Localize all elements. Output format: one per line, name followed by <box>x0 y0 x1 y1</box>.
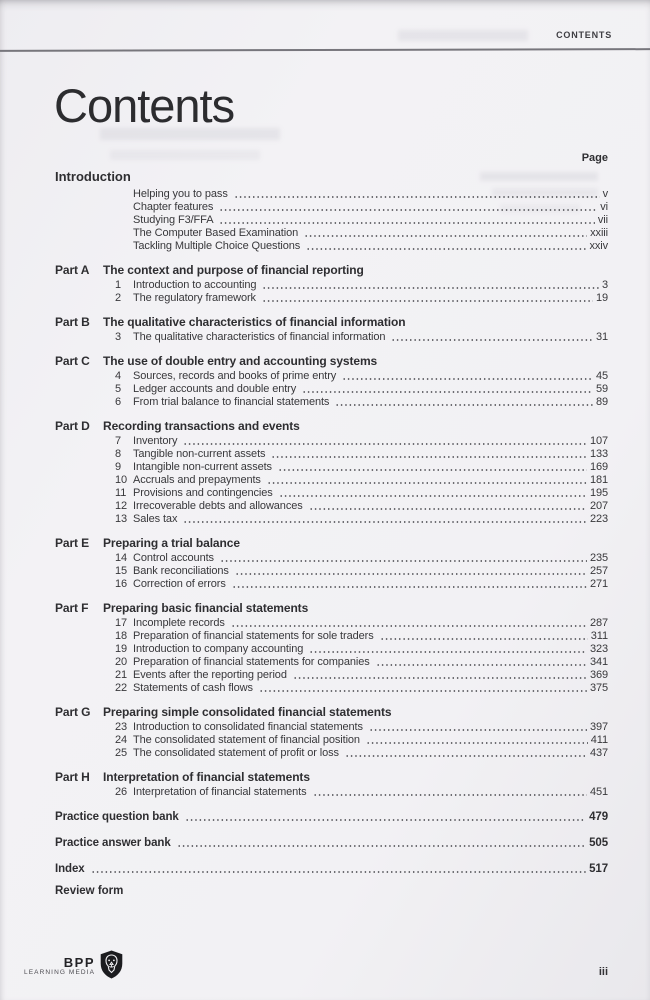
chapter-page: 45 <box>595 370 608 382</box>
introduction-heading: Introduction <box>55 169 131 184</box>
toc-entry-page: xxiv <box>589 240 608 252</box>
chapter-page: 257 <box>589 565 608 577</box>
part-heading <box>55 315 608 329</box>
part-label: Part A <box>55 263 90 277</box>
chapter-title: Tangible non-current assets <box>133 448 266 460</box>
part-heading <box>55 536 608 550</box>
part-label: Part E <box>55 536 90 550</box>
dot-leader <box>231 578 587 591</box>
part-title: The qualitative characteristics of financial information <box>103 315 406 329</box>
chapter-number: 12 <box>115 500 128 512</box>
chapter-page: 223 <box>589 513 608 525</box>
dot-leader <box>365 734 588 747</box>
chapter-page: 369 <box>589 669 608 681</box>
dot-leader <box>368 721 587 734</box>
chapter-title: The consolidated statement of profit or loss <box>133 747 339 759</box>
chapter-title: Control accounts <box>133 552 214 564</box>
part-section-g <box>55 705 608 760</box>
back-matter-entry <box>55 811 608 824</box>
chapter-page: 59 <box>595 383 608 395</box>
part-title: Recording transactions and events <box>103 419 300 433</box>
page-title: Contents <box>54 79 235 132</box>
review-form-entry: Review form <box>55 885 124 897</box>
dot-leader <box>305 240 586 253</box>
part-label: Part B <box>55 315 90 329</box>
dot-leader <box>182 435 587 448</box>
toc-entry-title: Helping you to pass <box>133 188 228 200</box>
dot-leader <box>308 500 587 513</box>
dot-leader <box>308 643 587 656</box>
chapter-entry <box>55 513 608 526</box>
dot-leader <box>261 292 593 305</box>
back-matter-page: 517 <box>589 863 608 875</box>
chapter-title: Intangible non-current assets <box>133 461 272 473</box>
toc-entry <box>55 201 608 214</box>
chapter-entry <box>55 370 608 383</box>
toc-entry-title: The Computer Based Examination <box>133 227 299 239</box>
chapter-title: Preparation of financial statements for sole traders <box>133 630 374 642</box>
chapter-page: 181 <box>589 474 608 486</box>
part-label: Part C <box>55 354 90 368</box>
part-heading <box>55 419 608 433</box>
chapter-page: 107 <box>589 435 608 447</box>
dot-leader <box>176 837 586 850</box>
chapter-page: 411 <box>590 734 608 746</box>
part-section-c <box>55 354 608 409</box>
chapter-number: 19 <box>115 643 128 655</box>
chapter-page: 133 <box>589 448 608 460</box>
chapter-title: Accruals and prepayments <box>133 474 261 486</box>
chapter-number: 2 <box>115 292 122 304</box>
chapter-title: Introduction to consolidated financial statements <box>133 721 363 733</box>
dot-leader <box>90 863 587 876</box>
dot-leader <box>219 552 587 565</box>
dot-leader <box>230 617 587 630</box>
toc-entry <box>55 240 608 253</box>
part-section-b <box>55 315 608 344</box>
chapter-page: 287 <box>589 617 608 629</box>
chapter-page: 271 <box>589 578 608 590</box>
dot-leader <box>390 331 593 344</box>
chapter-number: 16 <box>115 578 128 590</box>
toc-entry-page: v <box>602 188 608 200</box>
chapter-number: 8 <box>115 448 122 460</box>
chapter-entry <box>55 552 608 565</box>
toc-entry <box>55 227 608 240</box>
bpp-learning-media-logo <box>24 950 123 984</box>
toc-entry-title: Studying F3/FFA <box>133 214 214 226</box>
chapter-title: Preparation of financial statements for companies <box>133 656 370 668</box>
chapter-entry <box>55 617 608 630</box>
dot-leader <box>218 201 597 214</box>
chapter-number: 22 <box>115 682 128 694</box>
chapter-number: 1 <box>115 279 122 291</box>
chapter-page: 323 <box>589 643 608 655</box>
part-heading <box>55 263 608 277</box>
back-matter-entry <box>55 863 608 876</box>
chapter-title: The consolidated statement of financial position <box>133 734 360 746</box>
chapter-title: Provisions and contingencies <box>133 487 273 499</box>
back-matter-title: Practice answer bank <box>55 837 171 849</box>
chapter-title: The qualitative characteristics of financial information <box>133 331 386 343</box>
chapter-page: 3 <box>601 279 608 291</box>
dot-leader <box>379 630 588 643</box>
dot-leader <box>277 461 587 474</box>
part-section-d <box>55 419 608 526</box>
chapter-entry <box>55 461 608 474</box>
part-section-f <box>55 601 608 695</box>
back-matter-title: Index <box>55 863 85 875</box>
toc-entry <box>55 188 608 201</box>
part-title: Preparing simple consolidated financial statements <box>103 705 392 719</box>
chapter-entry <box>55 396 608 409</box>
table-of-contents <box>55 170 608 897</box>
chapter-entry <box>55 279 608 292</box>
chapter-page: 341 <box>589 656 608 668</box>
chapter-page: 437 <box>589 747 608 759</box>
chapter-entry <box>55 292 608 305</box>
back-matter-entry <box>55 837 608 850</box>
chapter-page: 19 <box>595 292 608 304</box>
chapter-page: 207 <box>589 500 608 512</box>
toc-entry-page: vii <box>597 214 608 226</box>
chapter-entry <box>55 331 608 344</box>
chapter-title: Statements of cash flows <box>133 682 253 694</box>
dot-leader <box>218 214 594 227</box>
dot-leader <box>234 565 587 578</box>
chapter-entry <box>55 383 608 396</box>
part-label: Part H <box>55 770 90 784</box>
chapter-entry <box>55 500 608 513</box>
chapter-number: 24 <box>115 734 128 746</box>
chapter-entry <box>55 786 608 799</box>
part-section-e <box>55 536 608 591</box>
part-heading <box>55 354 608 368</box>
chapter-number: 23 <box>115 721 128 733</box>
dot-leader <box>292 669 587 682</box>
chapter-entry <box>55 682 608 695</box>
part-title: Interpretation of financial statements <box>103 770 310 784</box>
chapter-entry <box>55 747 608 760</box>
part-label: Part G <box>55 705 91 719</box>
dot-leader <box>182 513 587 526</box>
header-rule <box>0 48 650 51</box>
chapter-title: Events after the reporting period <box>133 669 287 681</box>
dot-leader <box>301 383 593 396</box>
dot-leader <box>375 656 587 669</box>
chapter-title: The regulatory framework <box>133 292 256 304</box>
chapter-title: Sales tax <box>133 513 178 525</box>
back-matter-page: 479 <box>589 811 608 823</box>
chapter-number: 5 <box>115 383 122 395</box>
part-title: Preparing a trial balance <box>103 536 240 550</box>
chapter-title: Introduction to accounting <box>133 279 257 291</box>
part-title: Preparing basic financial statements <box>103 601 309 615</box>
chapter-title: Incomplete records <box>133 617 225 629</box>
part-label: Part D <box>55 419 90 433</box>
chapter-title: From trial balance to financial statements <box>133 396 330 408</box>
chapter-page: 195 <box>589 487 608 499</box>
chapter-title: Ledger accounts and double entry <box>133 383 297 395</box>
chapter-entry <box>55 630 608 643</box>
chapter-entry <box>55 448 608 461</box>
chapter-page: 169 <box>589 461 608 473</box>
chapter-title: Correction of errors <box>133 578 226 590</box>
dot-leader <box>341 370 593 383</box>
chapter-number: 10 <box>115 474 128 486</box>
toc-entry-title: Tackling Multiple Choice Questions <box>133 240 301 252</box>
chapter-number: 13 <box>115 513 128 525</box>
dot-leader <box>270 448 587 461</box>
part-title: The use of double entry and accounting systems <box>103 354 378 368</box>
chapter-entry <box>55 656 608 669</box>
toc-entry-page: xxiii <box>590 227 608 239</box>
running-head: CONTENTS <box>556 30 612 40</box>
back-matter <box>55 811 608 897</box>
lion-shield-icon <box>100 950 123 984</box>
part-heading <box>55 770 608 784</box>
chapter-entry <box>55 487 608 500</box>
chapter-page: 397 <box>589 721 608 733</box>
page-column-label: Page <box>581 152 608 164</box>
logo-bpp-label: BPP <box>63 955 96 970</box>
dot-leader <box>312 786 587 799</box>
chapter-number: 3 <box>115 331 122 343</box>
chapter-entry <box>55 474 608 487</box>
dot-leader <box>184 811 586 824</box>
chapter-title: Bank reconciliations <box>133 565 229 577</box>
chapter-title: Sources, records and books of prime entry <box>133 370 337 382</box>
chapter-entry <box>55 734 608 747</box>
page-number: iii <box>598 966 608 978</box>
introduction-items <box>55 188 608 253</box>
part-label: Part F <box>55 601 89 615</box>
back-matter-title: Practice question bank <box>55 811 179 823</box>
part-heading <box>55 601 608 615</box>
dot-leader <box>344 747 587 760</box>
chapter-number: 25 <box>115 747 128 759</box>
dot-leader <box>266 474 587 487</box>
chapter-number: 20 <box>115 656 128 668</box>
chapter-number: 26 <box>115 786 128 798</box>
chapter-number: 9 <box>115 461 122 473</box>
chapter-number: 7 <box>115 435 122 447</box>
chapter-page: 31 <box>595 331 608 343</box>
chapter-number: 14 <box>115 552 128 564</box>
chapter-number: 18 <box>115 630 128 642</box>
part-section-a <box>55 263 608 305</box>
part-heading <box>55 705 608 719</box>
chapter-page: 375 <box>589 682 608 694</box>
toc-entry-page: vi <box>600 201 608 213</box>
chapter-title: Irrecoverable debts and allowances <box>133 500 303 512</box>
dot-leader <box>233 188 600 201</box>
back-matter-page: 505 <box>589 837 608 849</box>
toc-entry-title: Chapter features <box>133 201 214 213</box>
logo-text <box>24 957 95 977</box>
chapter-number: 6 <box>115 396 122 408</box>
chapter-number: 11 <box>115 487 127 499</box>
chapter-page: 89 <box>595 396 608 408</box>
dot-leader <box>258 682 587 695</box>
chapter-entry <box>55 643 608 656</box>
chapter-number: 4 <box>115 370 122 382</box>
dot-leader <box>303 227 587 240</box>
chapter-entry <box>55 435 608 448</box>
toc-entry <box>55 214 608 227</box>
chapter-title: Interpretation of financial statements <box>133 786 307 798</box>
chapter-title: Inventory <box>133 435 178 447</box>
dot-leader <box>261 279 599 292</box>
dot-leader <box>278 487 587 500</box>
part-section-h <box>55 770 608 799</box>
chapter-entry <box>55 565 608 578</box>
chapter-number: 21 <box>115 669 128 681</box>
part-title: The context and purpose of financial reporting <box>103 263 364 277</box>
chapter-number: 17 <box>115 617 128 629</box>
chapter-title: Introduction to company accounting <box>133 643 304 655</box>
dot-leader <box>334 396 593 409</box>
logo-subtitle-label: LEARNING MEDIA <box>24 969 96 976</box>
chapter-page: 235 <box>589 552 608 564</box>
chapter-page: 451 <box>589 786 608 798</box>
chapter-entry <box>55 669 608 682</box>
chapter-page: 311 <box>590 630 608 642</box>
chapter-entry <box>55 578 608 591</box>
chapter-number: 15 <box>115 565 128 577</box>
chapter-entry <box>55 721 608 734</box>
